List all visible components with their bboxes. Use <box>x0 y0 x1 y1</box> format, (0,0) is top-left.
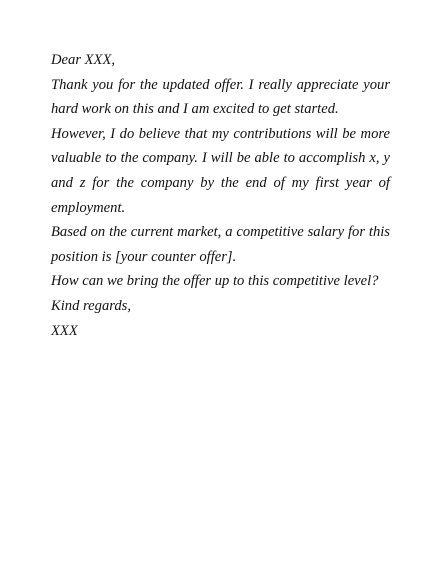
paragraph-question: How can we bring the offer up to this competitive level? <box>51 273 379 290</box>
paragraph-market-salary: Based on the current market, a competitive salary for this position is [your counter offer]. <box>51 224 390 265</box>
letter-body <box>51 48 390 343</box>
paragraph-contributions: However, I do believe that my contributions will be more valuable to the company. I will be able to accomplish x, y and z for the company by the end of my first year of employment. <box>51 125 390 216</box>
signature: XXX <box>51 322 78 339</box>
salutation: Dear XXX, <box>51 52 116 68</box>
paragraph-thanks: Thank you for the updated offer. I really appreciate your hard work on this and I am excited to get started. <box>51 76 390 118</box>
closing: Kind regards, <box>51 297 132 314</box>
